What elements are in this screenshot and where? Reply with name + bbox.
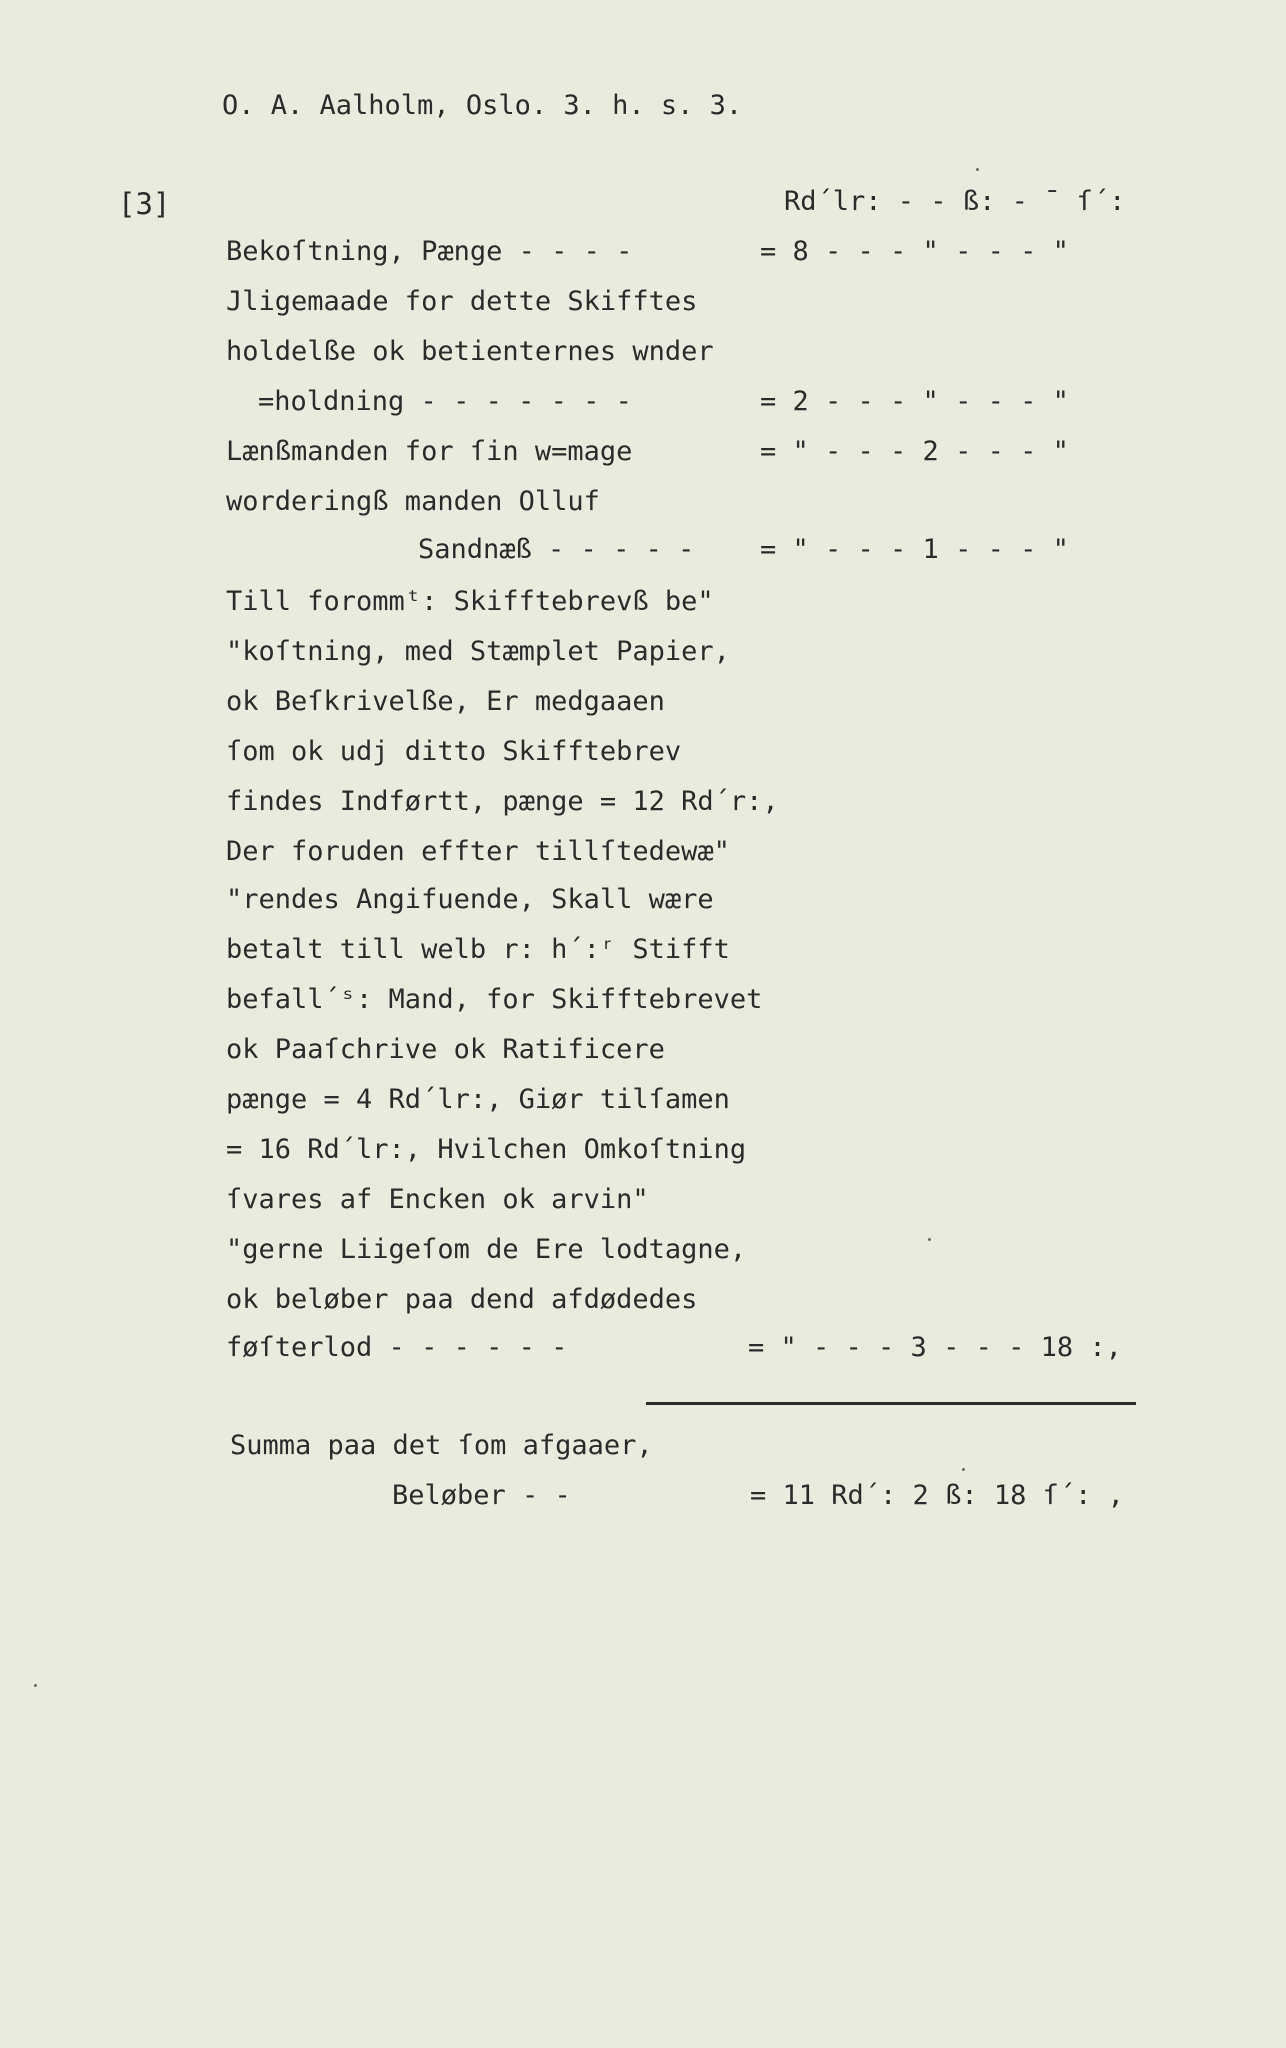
currency-column-header: Rd´lr: - - ß: - ˉ ſ´:	[784, 186, 1126, 217]
line-amount: = 2 - - - " - - - "	[760, 386, 1069, 417]
line-left: ſom ok udj ditto Skifftebrev	[226, 736, 682, 767]
line-left: "koſtning, med Stæmplet Papier,	[226, 636, 730, 667]
line-left: ok beløber paa dend afdødedes	[226, 1284, 698, 1315]
summa-line: Summa paa det ſom afgaaer,	[230, 1430, 653, 1461]
line-left: ok Paaſchrive ok Ratificere	[226, 1034, 665, 1065]
line-left: Bekoſtning, Pænge - - - -	[226, 236, 633, 267]
line-left: ok Beſkrivelße, Er medgaaen	[226, 686, 665, 717]
line-amount: = " - - - 1 - - - "	[760, 534, 1069, 565]
line-left: holdelße ok betienternes wnder	[226, 336, 714, 367]
document-header: O. A. Aalholm, Oslo. 3. h. s. 3.	[222, 90, 743, 121]
line-left: Sandnæß - - - - -	[418, 534, 695, 565]
line-left: worderingß manden Olluf	[226, 486, 600, 517]
line-left: Der foruden effter tillſtedewæ"	[226, 836, 730, 867]
line-left: ſvares af Encken ok arvin"	[226, 1184, 649, 1215]
page-reference: [3]	[118, 187, 171, 221]
line-left: Till forommᵗ: Skifftebrevß be"	[226, 586, 714, 617]
line-amount: = " - - - 2 - - - "	[760, 436, 1069, 467]
line-amount: = " - - - 3 - - - 18 :,	[748, 1332, 1122, 1363]
line-left: =holdning - - - - - - -	[258, 386, 632, 417]
ink-speck	[962, 1468, 965, 1471]
ink-speck	[34, 1684, 37, 1687]
line-left: "rendes Angifuende, Skall wære	[226, 884, 714, 915]
line-amount: = 8 - - - " - - - "	[760, 236, 1069, 267]
line-left: befall´ˢ: Mand, for Skifftebrevet	[226, 984, 763, 1015]
total-value: = 11 Rd´: 2 ß: 18 ſ´: ,	[750, 1480, 1124, 1511]
line-left: Lænßmanden for ſin w=mage	[226, 436, 633, 467]
line-left: pænge = 4 Rd´lr:, Giør tilſamen	[226, 1084, 730, 1115]
line-left: betalt till welb r: h´:ʳ Stifft	[226, 934, 730, 965]
line-left: "gerne Liigeſom de Ere lodtagne,	[226, 1234, 747, 1265]
ink-speck	[928, 1238, 931, 1241]
ink-speck	[976, 168, 979, 171]
sum-rule	[646, 1402, 1136, 1405]
total-label: Beløber - -	[392, 1480, 571, 1511]
line-left: Jligemaade for dette Skifftes	[226, 286, 698, 317]
line-left: føſterlod - - - - - -	[226, 1332, 568, 1363]
line-left: findes Indførtt, pænge = 12 Rd´r:,	[226, 786, 779, 817]
line-left: = 16 Rd´lr:, Hvilchen Omkoſtning	[226, 1134, 747, 1165]
